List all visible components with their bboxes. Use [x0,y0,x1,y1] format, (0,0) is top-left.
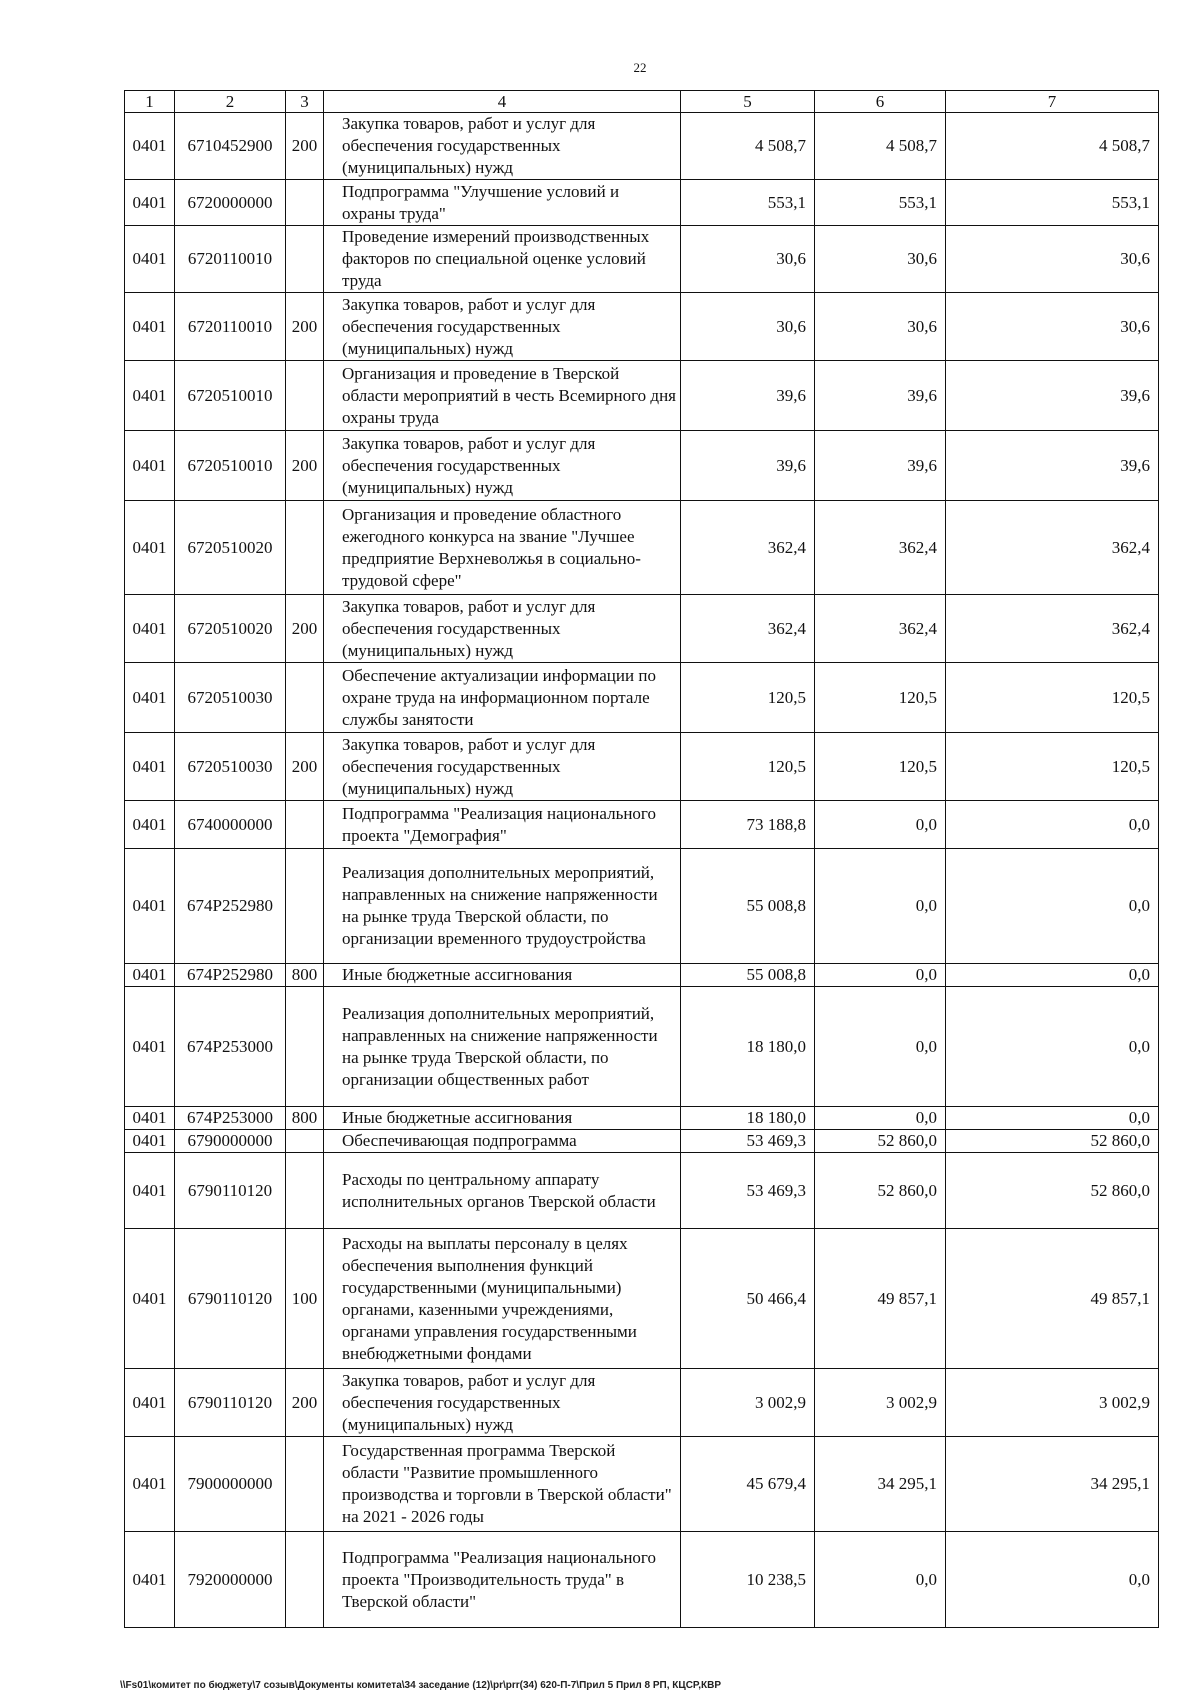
amount-col-6: 0,0 [815,849,946,964]
amount-col-6: 52 860,0 [815,1153,946,1229]
expense-type-code [286,180,324,226]
amount-col-6: 39,6 [815,361,946,431]
amount-col-5: 73 188,8 [681,801,815,849]
item-name: Закупка товаров, работ и услуг для обеспечения государственных (муниципальных) нужд [324,431,681,501]
item-name: Подпрограмма "Реализация национального проекта "Демография" [324,801,681,849]
amount-col-5: 45 679,4 [681,1437,815,1532]
section-code: 0401 [125,293,175,361]
expense-type-code [286,663,324,733]
amount-col-7: 4 508,7 [946,113,1159,180]
amount-col-7: 39,6 [946,431,1159,501]
item-name: Расходы на выплаты персоналу в целях обеспечения выполнения функций государственными (муниципальными) органами, казенными учреждениями, органами управления государственными внебюджетными фондами [324,1229,681,1369]
item-name: Подпрограмма "Реализация национального проекта "Производительность труда" в Тверской области" [324,1532,681,1628]
amount-col-7: 34 295,1 [946,1437,1159,1532]
amount-col-6: 362,4 [815,501,946,595]
expense-type-code: 200 [286,733,324,801]
amount-col-5: 39,6 [681,361,815,431]
table-row [125,501,1159,595]
amount-col-7: 30,6 [946,226,1159,293]
amount-col-5: 53 469,3 [681,1153,815,1229]
amount-col-5: 50 466,4 [681,1229,815,1369]
target-article-code: 6790110120 [175,1369,286,1437]
amount-col-6: 0,0 [815,1107,946,1130]
item-name: Закупка товаров, работ и услуг для обеспечения государственных (муниципальных) нужд [324,595,681,663]
amount-col-6: 0,0 [815,801,946,849]
item-name: Подпрограмма "Улучшение условий и охраны труда" [324,180,681,226]
section-code: 0401 [125,964,175,987]
section-code: 0401 [125,801,175,849]
table-row [125,1369,1159,1437]
table-row [125,733,1159,801]
section-code: 0401 [125,180,175,226]
amount-col-5: 18 180,0 [681,1107,815,1130]
amount-col-5: 30,6 [681,226,815,293]
amount-col-6: 362,4 [815,595,946,663]
section-code: 0401 [125,431,175,501]
item-name: Иные бюджетные ассигнования [324,1107,681,1130]
item-name: Организация и проведение областного ежегодного конкурса на звание "Лучшее предприятие Верхневолжья в социально-трудовой сфере" [324,501,681,595]
target-article-code: 674P253000 [175,987,286,1107]
amount-col-6: 120,5 [815,663,946,733]
amount-col-5: 55 008,8 [681,849,815,964]
header-col-3: 3 [286,91,324,113]
expense-type-code: 200 [286,293,324,361]
target-article-code: 6720510010 [175,361,286,431]
header-col-1: 1 [125,91,175,113]
amount-col-5: 10 238,5 [681,1532,815,1628]
section-code: 0401 [125,1130,175,1153]
expense-type-code [286,987,324,1107]
table-row [125,1532,1159,1628]
header-row [125,91,1159,113]
amount-col-7: 0,0 [946,1532,1159,1628]
amount-col-5: 120,5 [681,733,815,801]
section-code: 0401 [125,1107,175,1130]
table-row [125,293,1159,361]
amount-col-6: 3 002,9 [815,1369,946,1437]
section-code: 0401 [125,987,175,1107]
item-name: Расходы по центральному аппарату исполнительных органов Тверской области [324,1153,681,1229]
target-article-code: 6720510020 [175,595,286,663]
expense-type-code [286,801,324,849]
target-article-code: 6720510010 [175,431,286,501]
target-article-code: 6720510020 [175,501,286,595]
item-name: Организация и проведение в Тверской области мероприятий в честь Всемирного дня охраны труда [324,361,681,431]
amount-col-6: 49 857,1 [815,1229,946,1369]
table-row [125,663,1159,733]
expense-type-code: 200 [286,595,324,663]
target-article-code: 6720000000 [175,180,286,226]
expense-type-code [286,1130,324,1153]
header-col-7: 7 [946,91,1159,113]
table-row [125,113,1159,180]
target-article-code: 6720110010 [175,293,286,361]
target-article-code: 6710452900 [175,113,286,180]
item-name: Реализация дополнительных мероприятий, направленных на снижение напряженности на рынке труда Тверской области, по организации общественных работ [324,987,681,1107]
amount-col-7: 30,6 [946,293,1159,361]
section-code: 0401 [125,849,175,964]
header-col-5: 5 [681,91,815,113]
target-article-code: 674P253000 [175,1107,286,1130]
header-col-6: 6 [815,91,946,113]
expense-type-code [286,1437,324,1532]
amount-col-5: 362,4 [681,595,815,663]
amount-col-5: 55 008,8 [681,964,815,987]
amount-col-7: 120,5 [946,733,1159,801]
amount-col-6: 52 860,0 [815,1130,946,1153]
amount-col-6: 0,0 [815,987,946,1107]
item-name: Иные бюджетные ассигнования [324,964,681,987]
expense-type-code [286,1532,324,1628]
item-name: Проведение измерений производственных факторов по специальной оценке условий труда [324,226,681,293]
page-number: 22 [633,60,647,75]
budget-table [124,90,1159,1628]
item-name: Закупка товаров, работ и услуг для обеспечения государственных (муниципальных) нужд [324,113,681,180]
expense-type-code [286,849,324,964]
amount-col-6: 120,5 [815,733,946,801]
expense-type-code [286,1153,324,1229]
amount-col-5: 3 002,9 [681,1369,815,1437]
amount-col-7: 0,0 [946,987,1159,1107]
target-article-code: 6790110120 [175,1153,286,1229]
table-row [125,801,1159,849]
amount-col-5: 362,4 [681,501,815,595]
table-row [125,180,1159,226]
item-name: Реализация дополнительных мероприятий, направленных на снижение напряженности на рынке труда Тверской области, по организации временного трудоустройства [324,849,681,964]
header-col-4: 4 [324,91,681,113]
table-row [125,849,1159,964]
amount-col-7: 0,0 [946,964,1159,987]
target-article-code: 6740000000 [175,801,286,849]
amount-col-7: 0,0 [946,849,1159,964]
table-row [125,431,1159,501]
amount-col-7: 362,4 [946,501,1159,595]
expense-type-code: 800 [286,1107,324,1130]
amount-col-5: 39,6 [681,431,815,501]
section-code: 0401 [125,501,175,595]
table-row [125,1107,1159,1130]
amount-col-5: 18 180,0 [681,987,815,1107]
expense-type-code [286,226,324,293]
expense-type-code: 100 [286,1229,324,1369]
table-row [125,595,1159,663]
table-row [125,1229,1159,1369]
target-article-code: 6720510030 [175,733,286,801]
amount-col-7: 52 860,0 [946,1153,1159,1229]
expense-type-code: 200 [286,113,324,180]
amount-col-7: 52 860,0 [946,1130,1159,1153]
amount-col-5: 553,1 [681,180,815,226]
amount-col-5: 4 508,7 [681,113,815,180]
amount-col-7: 39,6 [946,361,1159,431]
table-row [125,1130,1159,1153]
amount-col-7: 49 857,1 [946,1229,1159,1369]
target-article-code: 674P252980 [175,849,286,964]
target-article-code: 6720110010 [175,226,286,293]
header-col-2: 2 [175,91,286,113]
table-row [125,361,1159,431]
amount-col-6: 4 508,7 [815,113,946,180]
item-name: Обеспечение актуализации информации по охране труда на информационном портале службы занятости [324,663,681,733]
amount-col-7: 553,1 [946,180,1159,226]
footer-file-path: \\Fs01\комитет по бюджету\7 созыв\Документы комитета\34 заседание (12)\pr\prr(34) 620-П-7\Прил 5 Прил 8 РП, КЦСР,КВР [120,1680,721,1691]
section-code: 0401 [125,663,175,733]
amount-col-7: 3 002,9 [946,1369,1159,1437]
section-code: 0401 [125,361,175,431]
expense-type-code: 200 [286,431,324,501]
item-name: Закупка товаров, работ и услуг для обеспечения государственных (муниципальных) нужд [324,293,681,361]
expense-type-code [286,361,324,431]
target-article-code: 674P252980 [175,964,286,987]
amount-col-6: 0,0 [815,964,946,987]
expense-type-code [286,501,324,595]
amount-col-7: 0,0 [946,1107,1159,1130]
amount-col-5: 53 469,3 [681,1130,815,1153]
amount-col-7: 0,0 [946,801,1159,849]
item-name: Закупка товаров, работ и услуг для обеспечения государственных (муниципальных) нужд [324,1369,681,1437]
amount-col-6: 34 295,1 [815,1437,946,1532]
amount-col-6: 30,6 [815,293,946,361]
expense-type-code: 800 [286,964,324,987]
amount-col-6: 0,0 [815,1532,946,1628]
table-row [125,987,1159,1107]
expense-type-code: 200 [286,1369,324,1437]
section-code: 0401 [125,1229,175,1369]
section-code: 0401 [125,595,175,663]
item-name: Государственная программа Тверской области "Развитие промышленного производства и торговли в Тверской области" на 2021 - 2026 годы [324,1437,681,1532]
amount-col-6: 30,6 [815,226,946,293]
target-article-code: 6790110120 [175,1229,286,1369]
section-code: 0401 [125,1153,175,1229]
section-code: 0401 [125,1437,175,1532]
item-name: Закупка товаров, работ и услуг для обеспечения государственных (муниципальных) нужд [324,733,681,801]
section-code: 0401 [125,733,175,801]
target-article-code: 7900000000 [175,1437,286,1532]
target-article-code: 7920000000 [175,1532,286,1628]
amount-col-6: 553,1 [815,180,946,226]
target-article-code: 6720510030 [175,663,286,733]
amount-col-7: 120,5 [946,663,1159,733]
amount-col-5: 120,5 [681,663,815,733]
amount-col-5: 30,6 [681,293,815,361]
table-row [125,964,1159,987]
amount-col-7: 362,4 [946,595,1159,663]
table-row [125,1437,1159,1532]
section-code: 0401 [125,1369,175,1437]
item-name: Обеспечивающая подпрограмма [324,1130,681,1153]
target-article-code: 6790000000 [175,1130,286,1153]
amount-col-6: 39,6 [815,431,946,501]
section-code: 0401 [125,1532,175,1628]
table-row [125,226,1159,293]
table-row [125,1153,1159,1229]
section-code: 0401 [125,226,175,293]
section-code: 0401 [125,113,175,180]
